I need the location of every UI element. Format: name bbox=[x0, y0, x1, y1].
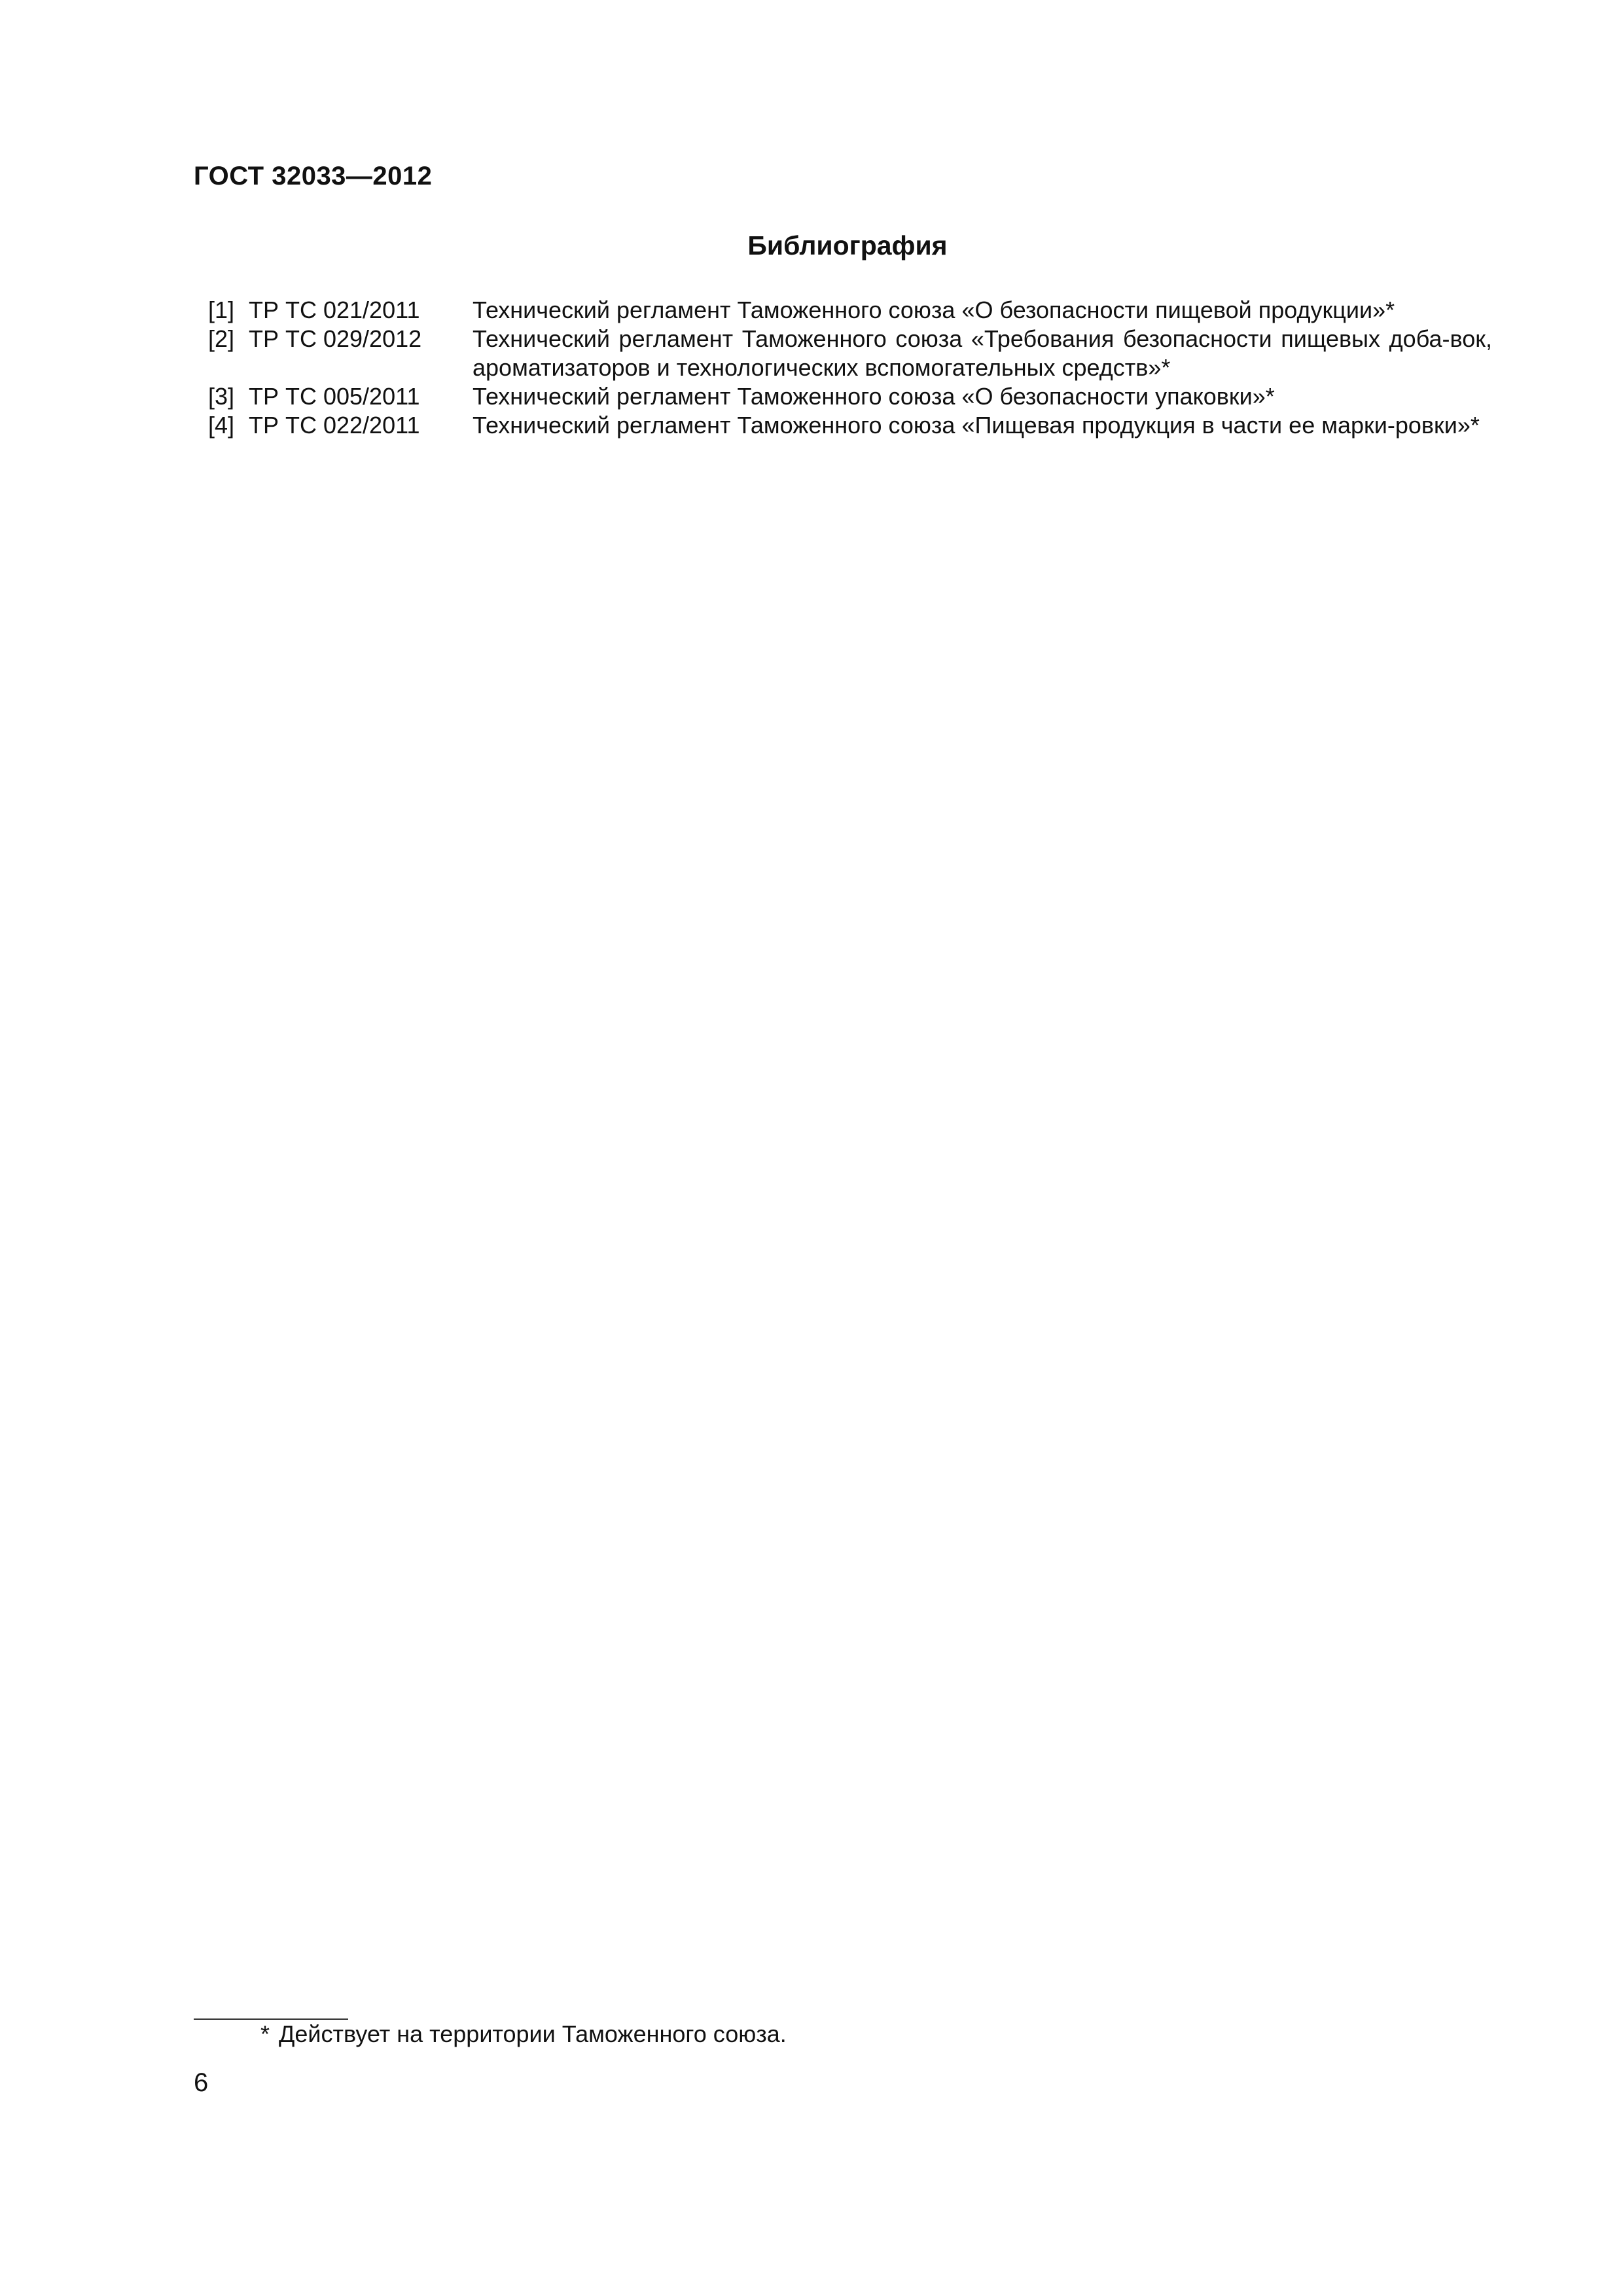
entry-code: ТР ТС 029/2012 bbox=[249, 325, 422, 352]
entry-title: Технический регламент Таможенного союза «Требования безопасности пищевых доба-вок, ароматизаторов и технологических вспомогательных средств»* bbox=[473, 325, 1492, 381]
entry-code: ТР ТС 021/2011 bbox=[249, 296, 420, 323]
bibliography-entry bbox=[208, 411, 1492, 440]
entry-title: Технический регламент Таможенного союза «О безопасности пищевой продукции»* bbox=[473, 296, 1395, 323]
entry-title: Технический регламент Таможенного союза «Пищевая продукция в части ее марки-ровки»* bbox=[473, 412, 1480, 439]
entry-number: [1] bbox=[208, 296, 235, 323]
bibliography-entry bbox=[208, 296, 1492, 325]
section-title: Библиография bbox=[747, 230, 948, 260]
entry-number: [3] bbox=[208, 383, 235, 410]
footnote bbox=[260, 2020, 787, 2049]
entry-title: Технический регламент Таможенного союза «О безопасности упаковки»* bbox=[473, 383, 1275, 410]
bibliography-entry bbox=[208, 382, 1492, 411]
entry-number: [2] bbox=[208, 325, 235, 352]
footnote-mark: * bbox=[260, 2020, 270, 2047]
entry-number: [4] bbox=[208, 412, 235, 439]
entry-code: ТР ТС 022/2011 bbox=[249, 412, 420, 439]
bibliography-list bbox=[208, 296, 1492, 440]
document-header: ГОСТ 32033—2012 bbox=[194, 162, 433, 190]
bibliography-entry bbox=[208, 325, 1492, 382]
page-number: 6 bbox=[194, 2068, 209, 2097]
footnote-text: Действует на территории Таможенного союза. bbox=[279, 2020, 787, 2047]
entry-code: ТР ТС 005/2011 bbox=[249, 383, 420, 410]
